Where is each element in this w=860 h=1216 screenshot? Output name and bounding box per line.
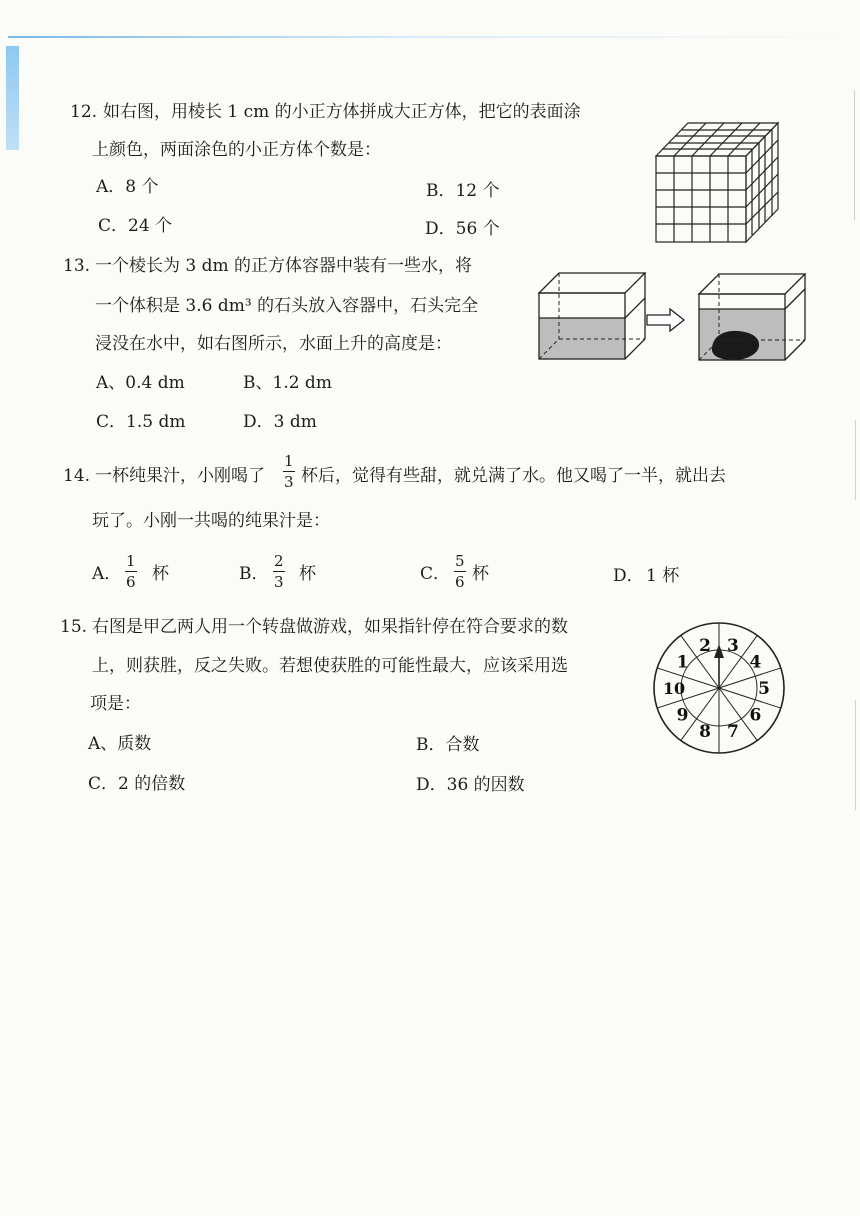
spinner-number: 3 — [726, 636, 739, 657]
option-d[interactable]: D．36 的因数 — [416, 775, 525, 795]
spinner-number: 5 — [758, 679, 770, 699]
option-b-label[interactable]: B． — [239, 564, 269, 584]
option-c[interactable]: C．1.5 dm — [96, 412, 186, 432]
spinner-number: 8 — [699, 721, 712, 742]
question-number: 15. — [60, 617, 88, 637]
option-c-label[interactable]: C． — [420, 564, 451, 584]
fraction-numerator: 1 — [284, 452, 294, 470]
question-number: 12. — [70, 102, 98, 122]
option-c[interactable]: C．2 的倍数 — [88, 774, 186, 794]
option-c[interactable]: C．24 个 — [98, 216, 173, 236]
question-text: 一杯纯果汁，小刚喝了 — [95, 466, 265, 486]
option-a[interactable]: A、质数 — [88, 734, 152, 754]
spinner-number: 2 — [699, 636, 712, 657]
option-d[interactable]: D．56 个 — [425, 219, 500, 239]
fraction-denominator: 3 — [274, 573, 284, 591]
question-text: 一个体积是 3.6 dm³ 的石头放入容器中，石头完全 — [95, 296, 479, 316]
option-b[interactable]: B、1.2 dm — [243, 373, 332, 393]
fraction-denominator: 3 — [284, 473, 294, 491]
spinner-number: 6 — [749, 705, 762, 726]
spinner-number: 9 — [676, 705, 689, 726]
option-b[interactable]: B．合数 — [416, 735, 480, 755]
option-d-label[interactable]: D． — [613, 566, 644, 586]
question-number: 13. — [63, 256, 91, 276]
option-a[interactable]: A、0.4 dm — [96, 373, 185, 393]
question-text: 项是： — [90, 694, 141, 714]
question-text: 杯后，觉得有些甜，就兑满了水。他又喝了一半，就出去 — [301, 466, 726, 486]
fraction-numerator: 1 — [126, 552, 136, 570]
fraction-denominator: 6 — [455, 573, 465, 591]
question-text: 浸没在水中，如右图所示，水面上升的高度是： — [95, 334, 452, 354]
question-text: 玩了。小刚一共喝的纯果汁是： — [92, 511, 330, 531]
option-a[interactable]: A．8 个 — [96, 177, 159, 197]
option-d-text[interactable]: 1 杯 — [646, 566, 680, 586]
option-a-label[interactable]: A． — [92, 564, 122, 584]
question-text: 上颜色，两面涂色的小正方体个数是： — [92, 140, 381, 160]
question-text: 上，则获胜，反之失败。若想使获胜的可能性最大，应该采用选 — [92, 656, 568, 676]
question-text: 右图是甲乙两人用一个转盘做游戏，如果指针停在符合要求的数 — [92, 617, 568, 637]
option-d[interactable]: D．3 dm — [243, 412, 317, 432]
option-c-unit[interactable]: 杯 — [472, 564, 489, 584]
question-number: 14. — [63, 466, 91, 486]
spinner-number: 7 — [726, 721, 739, 742]
fraction-numerator: 2 — [274, 552, 284, 570]
spinner-number: 1 — [676, 652, 689, 673]
spinner-number: 10 — [662, 679, 686, 698]
fraction-denominator: 6 — [126, 573, 136, 591]
spinner-number: 4 — [749, 652, 762, 673]
question-text: 如右图，用棱长 1 cm 的小正方体拼成大正方体，把它的表面涂 — [103, 102, 581, 122]
option-a-unit[interactable]: 杯 — [152, 564, 169, 584]
fraction-numerator: 5 — [455, 552, 465, 570]
option-b-unit[interactable]: 杯 — [299, 564, 316, 584]
option-b[interactable]: B．12 个 — [426, 181, 500, 201]
question-text: 一个棱长为 3 dm 的正方体容器中装有一些水，将 — [95, 256, 473, 276]
